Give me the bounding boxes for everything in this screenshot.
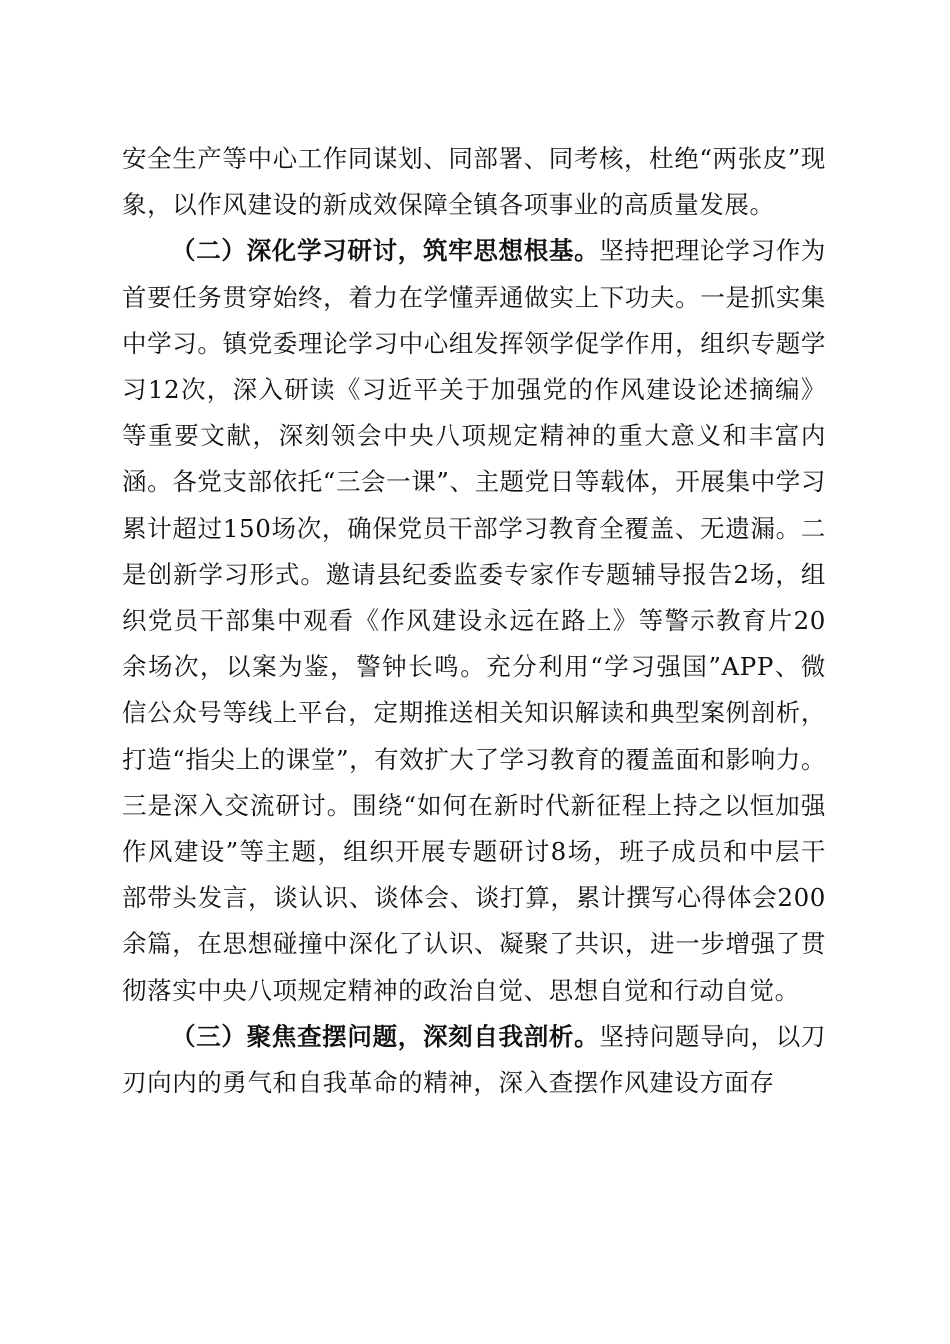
paragraph-text: 坚持把理论学习作为首要任务贯穿始终，着力在学懂弄通做实上下功夫。一是抓实集中学习。镇党委理论学习中心组发挥领学促学作用，组织专题学习12次，深入研读《习近平关于加强党的作风建设论述摘编》等重要文献，深刻领会中央八项规定精神的重大意义和丰富内涵。各党支部依托“三会一课”、主题党日等载体，开展集中学习累计超过150场次，确保党员干部学习教育全覆盖、无遗漏。二是创新学习形式。邀请县纪委监委专家作专题辅导报告2场，组织党员干部集中观看《作风建设永远在路上》等警示教育片20余场次，以案为鉴，警钟长鸣。充分利用“学习强国”APP、微信公众号等线上平台，定期推送相关知识解读和典型案例剖析，打造“指尖上的课堂”，有效扩大了学习教育的覆盖面和影响力。三是深入交流研讨。围绕“如何在新时代新征程上持之以恒加强作风建设”等主题，组织开展专题研讨8场，班子成员和中层干部带头发言，谈认识、谈体会、谈打算，累计撰写心得体会200余篇，在思想碰撞中深化了认识、凝聚了共识，进一步增强了贯彻落实中央八项规定精神的政治自觉、思想自觉和行动自觉。 <box>122 236 826 1005</box>
paragraph-section-2 <box>122 228 826 1013</box>
section-heading: （三）聚焦查摆问题，深刻自我剖析。 <box>171 1021 600 1051</box>
document-body <box>122 136 826 1106</box>
paragraph-text: 安全生产等中心工作同谋划、同部署、同考核，杜绝“两张皮”现象，以作风建设的新成效保障全镇各项事业的高质量发展。 <box>122 144 826 220</box>
paragraph-text: 坚持问题导向，以刀刃向内的勇气和自我革命的精神，深入查摆作风建设方面存 <box>122 1021 826 1098</box>
section-heading: （二）深化学习研讨，筑牢思想根基。 <box>171 236 600 266</box>
paragraph-continuation <box>122 136 826 228</box>
paragraph-section-3 <box>122 1014 826 1106</box>
